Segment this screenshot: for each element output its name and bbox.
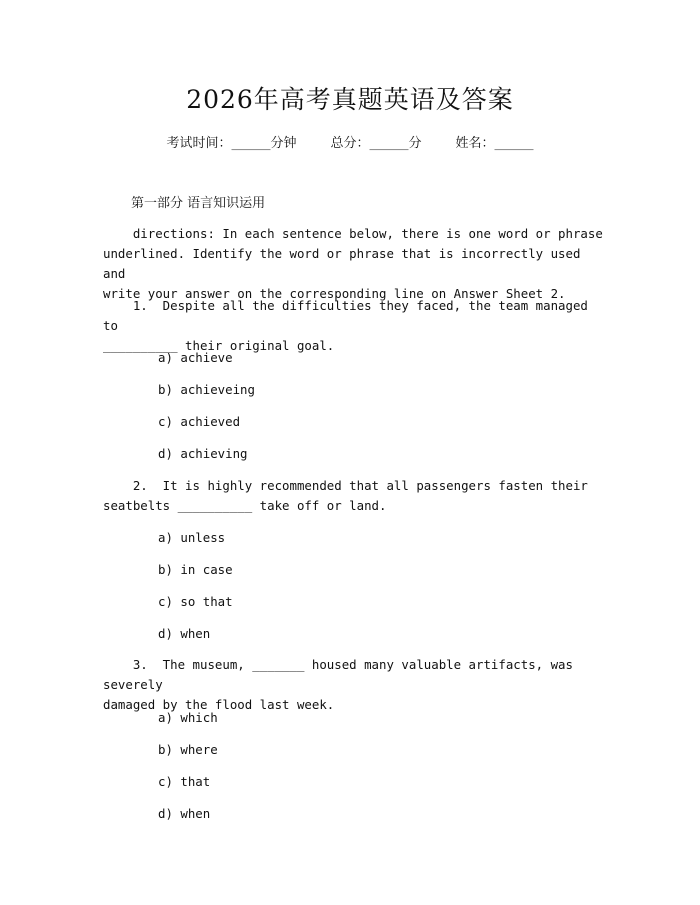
exam-meta-row: [0, 132, 700, 151]
score-label: 总分：: [330, 136, 370, 151]
question-3-stem: 3. The museum, _______ housed many valuable artifacts, was severely damaged by the flood last week.: [103, 657, 573, 712]
question-2-option-c: c) so that: [158, 594, 233, 609]
question-3-option-d: d) when: [158, 806, 211, 821]
question-2-option-d: d) when: [158, 626, 211, 641]
question-1-stem: 1. Despite all the difficulties they faced, the team managed to __________ their original goal.: [103, 298, 588, 353]
page-title: 2026年高考真题英语及答案: [186, 85, 514, 114]
question-2-option-b: b) in case: [158, 562, 233, 577]
question-2-stem: 2. It is highly recommended that all passengers fasten their seatbelts __________ take off or land.: [103, 478, 588, 513]
question-1-option-b: b) achieveing: [158, 382, 255, 397]
question-3-option-c: c) that: [158, 774, 211, 789]
score-blank: ______: [369, 136, 409, 151]
time-blank: ______: [231, 136, 271, 151]
question-1-option-a: a) achieve: [158, 350, 233, 365]
score-unit: 分: [408, 136, 422, 151]
question-3-option-b: b) where: [158, 742, 218, 757]
name-label: 姓名：: [455, 136, 495, 151]
section-title: 第一部分 语言知识运用: [131, 196, 266, 211]
directions-paragraph: directions: In each sentence below, there is one word or phrase underlined. Identify the word or phrase that is incorrectly used and write your answer on the corresponding line on Answer Sheet 2.: [103, 226, 603, 301]
question-2-option-a: a) unless: [158, 530, 226, 545]
question-1-option-c: c) achieved: [158, 414, 241, 429]
name-blank: ______: [494, 136, 534, 151]
question-1-option-d: d) achieving: [158, 446, 248, 461]
question-3-option-a: a) which: [158, 710, 218, 725]
time-unit: 分钟: [270, 136, 297, 151]
time-label: 考试时间：: [166, 136, 232, 151]
